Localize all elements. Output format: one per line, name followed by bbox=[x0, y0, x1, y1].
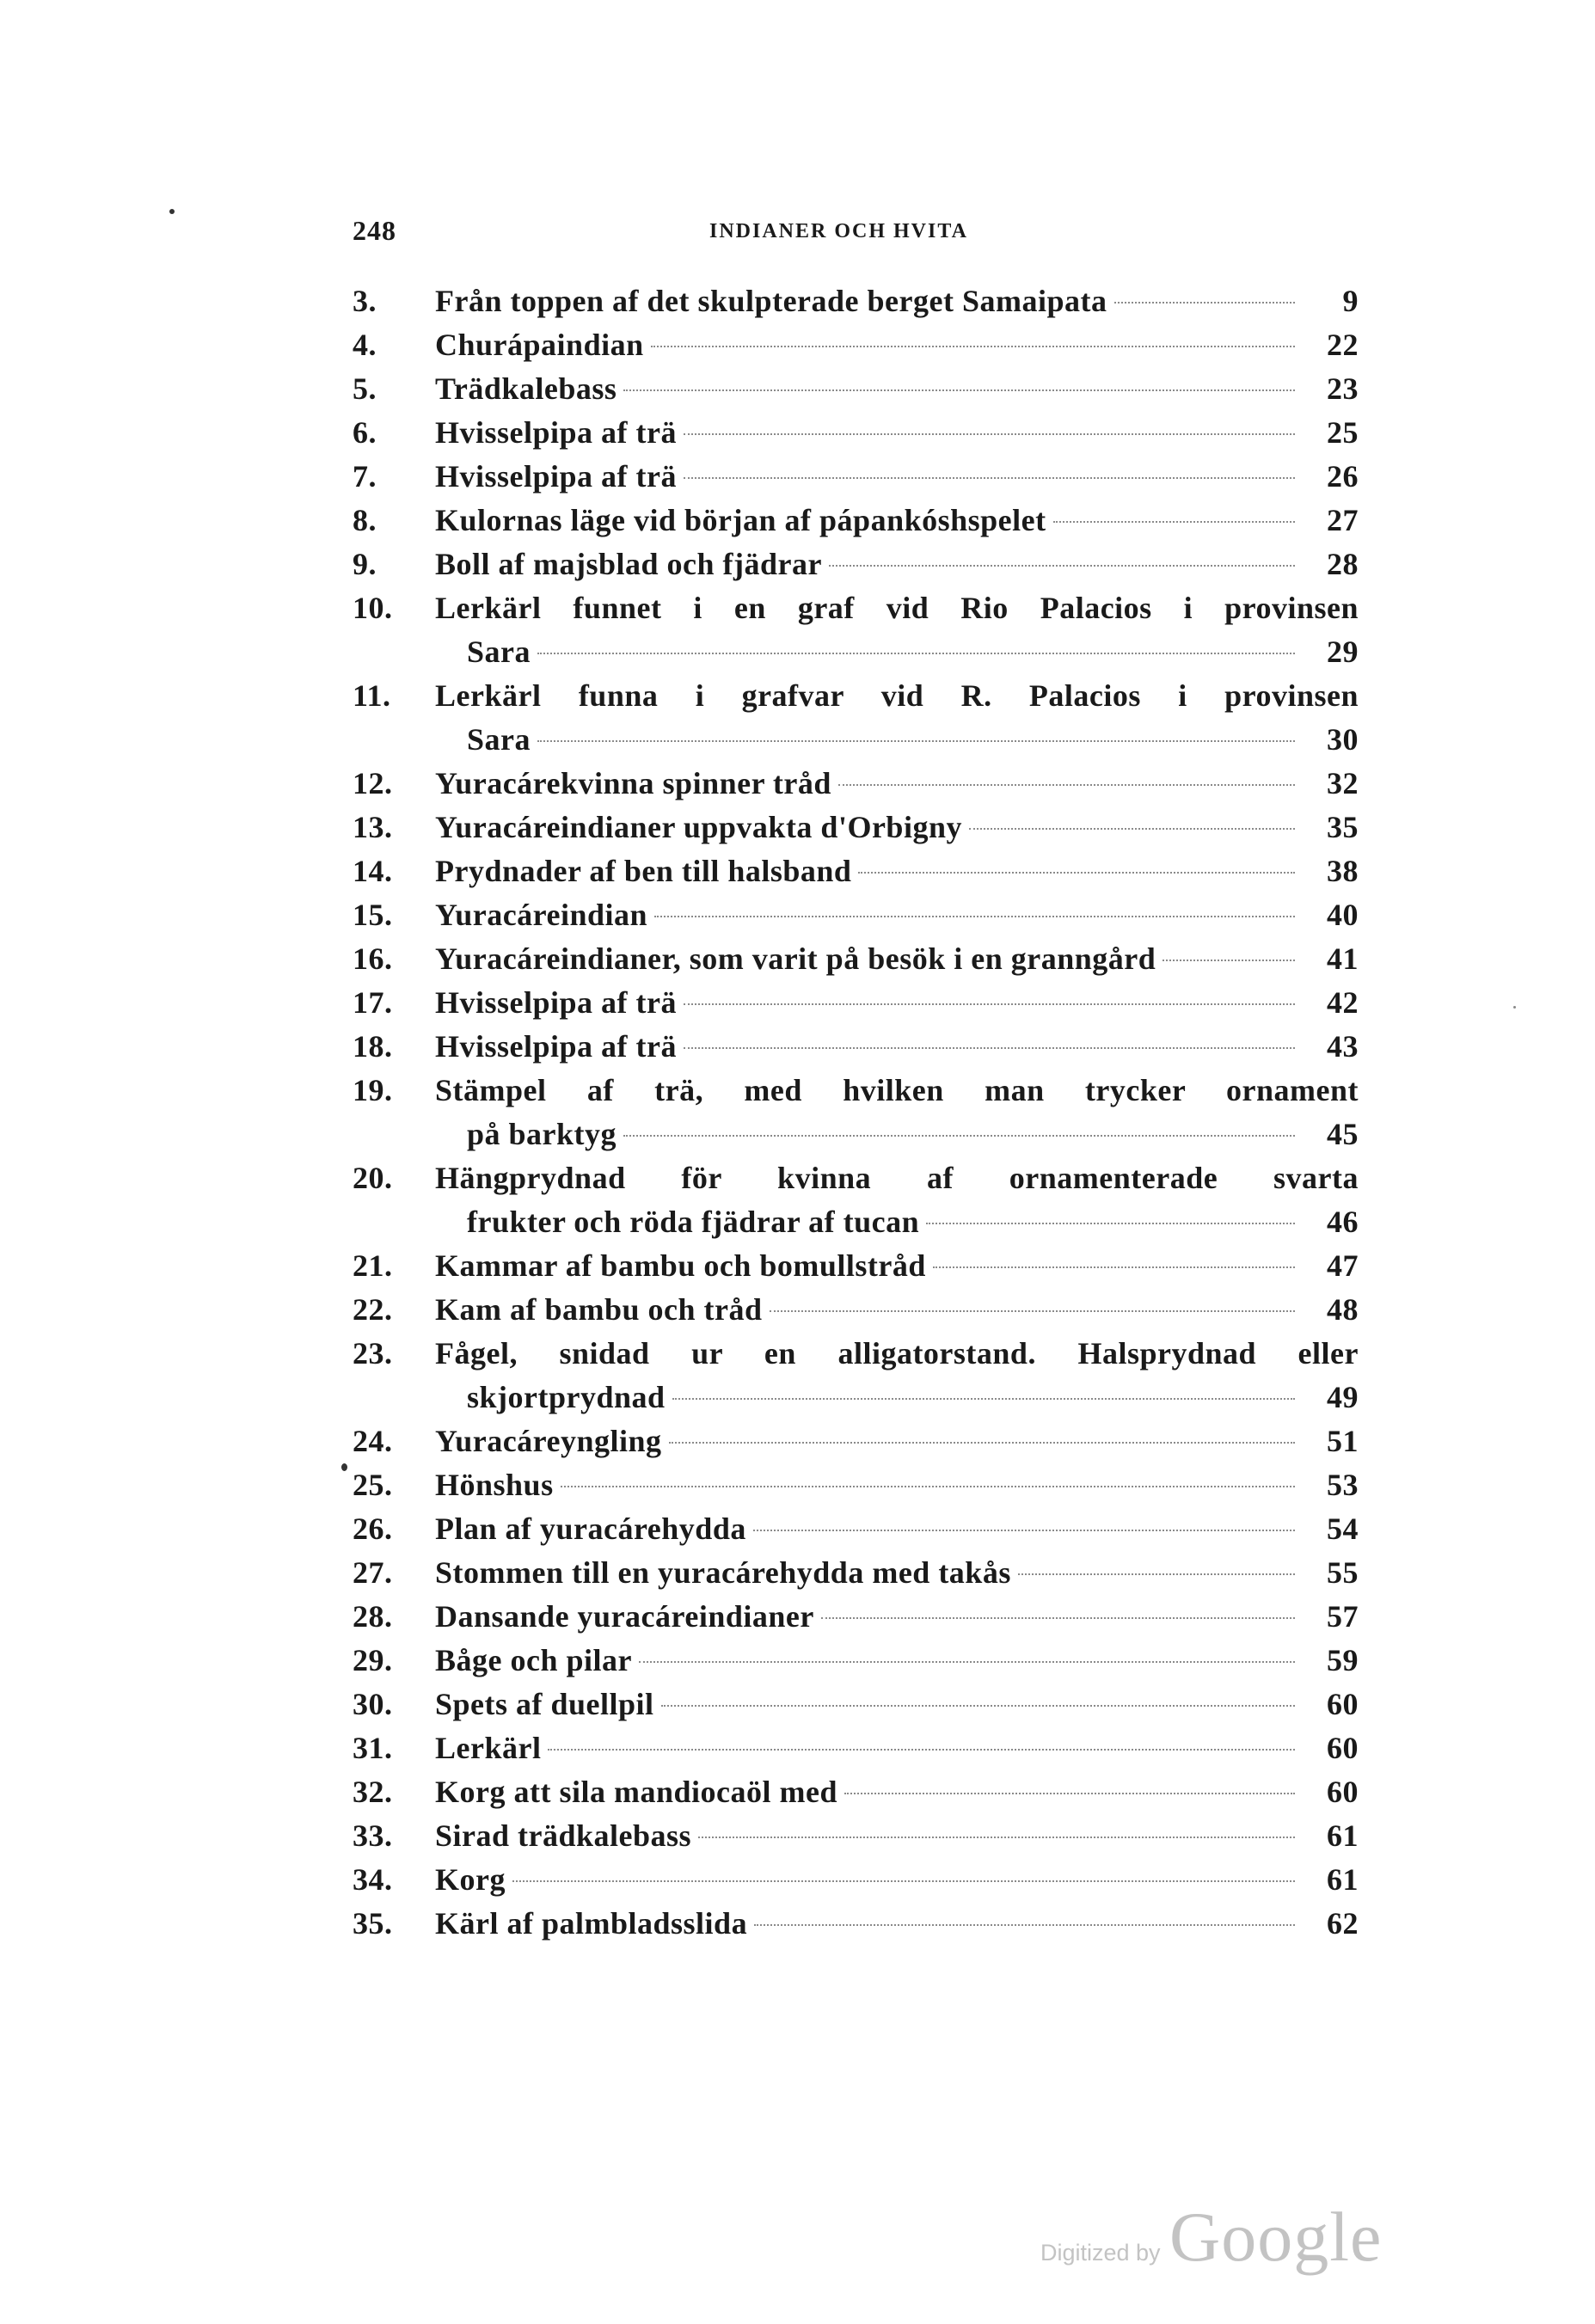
ink-speck bbox=[1513, 1006, 1516, 1009]
dot-leader bbox=[661, 1705, 1295, 1707]
dot-leader bbox=[933, 1266, 1295, 1268]
entry-page-number: 42 bbox=[1327, 985, 1359, 1020]
list-entry bbox=[353, 499, 1359, 543]
entry-title: Hvisselpipa af trä bbox=[435, 1029, 678, 1064]
entry-number: 18. bbox=[353, 1029, 393, 1064]
dot-leader bbox=[753, 1530, 1295, 1531]
list-entry bbox=[353, 1244, 1359, 1288]
list-entry bbox=[353, 1332, 1359, 1420]
ink-speck bbox=[341, 1463, 347, 1471]
entry-page-number: 43 bbox=[1327, 1029, 1359, 1064]
list-entry bbox=[353, 1726, 1359, 1770]
running-title: INDIANER OCH HVITA bbox=[709, 220, 968, 242]
entry-title: Boll af majsblad och fjädrar bbox=[435, 547, 822, 581]
entry-title: Hönshus bbox=[435, 1468, 554, 1502]
entry-title: Kärl af palmbladsslida bbox=[435, 1906, 748, 1941]
dot-leader bbox=[669, 1442, 1295, 1444]
entry-number: 26. bbox=[353, 1512, 393, 1546]
entry-continuation-line bbox=[353, 1113, 1359, 1156]
dot-leader bbox=[654, 916, 1295, 917]
entry-title: skjortprydnad bbox=[467, 1380, 666, 1414]
list-entry bbox=[353, 806, 1359, 849]
entry-page-number: 29 bbox=[1327, 635, 1359, 669]
digitized-watermark bbox=[1040, 2197, 1382, 2278]
entry-line bbox=[353, 1025, 1359, 1069]
list-entry bbox=[353, 367, 1359, 411]
entry-line bbox=[353, 1156, 1359, 1200]
list-entry bbox=[353, 849, 1359, 893]
entry-line bbox=[353, 806, 1359, 849]
entry-title: Hängprydnad för kvinna af ornamenterade svarta bbox=[435, 1161, 1359, 1195]
entry-continuation-line bbox=[353, 1200, 1359, 1244]
entry-number: 27. bbox=[353, 1555, 393, 1590]
dot-leader bbox=[1053, 521, 1295, 523]
entry-title: Stämpel af trä, med hvilken man trycker ornament bbox=[435, 1073, 1359, 1107]
list-entry bbox=[353, 893, 1359, 937]
list-entry bbox=[353, 1770, 1359, 1814]
dot-leader bbox=[512, 1880, 1295, 1882]
list-entry bbox=[353, 1639, 1359, 1683]
ink-speck bbox=[169, 209, 175, 214]
entry-continuation-line bbox=[353, 630, 1359, 674]
list-entry bbox=[353, 1595, 1359, 1639]
entry-title: Kam af bambu och tråd bbox=[435, 1292, 763, 1327]
entry-page-number: 48 bbox=[1327, 1292, 1359, 1327]
entry-page-number: 60 bbox=[1327, 1775, 1359, 1809]
list-entry bbox=[353, 1902, 1359, 1946]
entry-page-number: 60 bbox=[1327, 1687, 1359, 1721]
dot-leader bbox=[829, 565, 1295, 567]
entry-page-number: 35 bbox=[1327, 810, 1359, 844]
entry-line bbox=[353, 499, 1359, 543]
entry-page-number: 47 bbox=[1327, 1248, 1359, 1283]
entry-number: 34. bbox=[353, 1862, 393, 1897]
entry-page-number: 32 bbox=[1327, 766, 1359, 800]
entry-line bbox=[353, 1551, 1359, 1595]
entry-page-number: 38 bbox=[1327, 854, 1359, 888]
entry-page-number: 51 bbox=[1327, 1424, 1359, 1458]
dot-leader bbox=[1163, 960, 1295, 961]
entry-title: Spets af duellpil bbox=[435, 1687, 654, 1721]
list-entry bbox=[353, 674, 1359, 762]
entry-number: 13. bbox=[353, 810, 393, 844]
dot-leader bbox=[770, 1310, 1295, 1312]
entry-title: Sara bbox=[467, 722, 531, 757]
entry-line bbox=[353, 1069, 1359, 1113]
entry-number: 15. bbox=[353, 898, 393, 932]
dot-leader bbox=[623, 1135, 1295, 1137]
entry-page-number: 45 bbox=[1327, 1117, 1359, 1151]
entry-line bbox=[353, 1288, 1359, 1332]
entry-number: 19. bbox=[353, 1073, 393, 1107]
entry-title: Yuracárekvinna spinner tråd bbox=[435, 766, 831, 800]
list-entry bbox=[353, 411, 1359, 455]
entry-line bbox=[353, 674, 1359, 718]
entry-line bbox=[353, 981, 1359, 1025]
entry-number: 30. bbox=[353, 1687, 393, 1721]
list-entry bbox=[353, 543, 1359, 586]
dot-leader bbox=[548, 1749, 1295, 1751]
entry-continuation-line bbox=[353, 1376, 1359, 1420]
entry-title: Hvisselpipa af trä bbox=[435, 985, 678, 1020]
dot-leader bbox=[684, 1003, 1295, 1005]
list-entry bbox=[353, 762, 1359, 806]
dot-leader bbox=[561, 1486, 1295, 1487]
entry-title: Korg bbox=[435, 1862, 506, 1897]
entry-page-number: 54 bbox=[1327, 1512, 1359, 1546]
list-entry bbox=[353, 586, 1359, 674]
entry-page-number: 30 bbox=[1327, 722, 1359, 757]
list-entry bbox=[353, 323, 1359, 367]
entry-page-number: 55 bbox=[1327, 1555, 1359, 1590]
list-entry bbox=[353, 1156, 1359, 1244]
watermark-prefix: Digitized by bbox=[1040, 2240, 1161, 2266]
entry-number: 31. bbox=[353, 1731, 393, 1765]
dot-leader bbox=[1018, 1573, 1295, 1575]
entry-page-number: 61 bbox=[1327, 1862, 1359, 1897]
list-entry bbox=[353, 1814, 1359, 1858]
dot-leader bbox=[623, 389, 1295, 391]
list-entry bbox=[353, 937, 1359, 981]
entry-number: 16. bbox=[353, 941, 393, 976]
list-entry bbox=[353, 1463, 1359, 1507]
entry-page-number: 62 bbox=[1327, 1906, 1359, 1941]
entry-page-number: 61 bbox=[1327, 1818, 1359, 1853]
entry-page-number: 25 bbox=[1327, 415, 1359, 450]
entry-title: Lerkärl bbox=[435, 1731, 542, 1765]
entry-line bbox=[353, 937, 1359, 981]
entry-line bbox=[353, 1463, 1359, 1507]
list-entry bbox=[353, 455, 1359, 499]
dot-leader bbox=[821, 1617, 1295, 1619]
list-entry bbox=[353, 1507, 1359, 1551]
entry-line bbox=[353, 1770, 1359, 1814]
entry-title: Plan af yuracárehydda bbox=[435, 1512, 746, 1546]
entry-number: 4. bbox=[353, 328, 377, 362]
entry-title: Yuracáreindian bbox=[435, 898, 648, 932]
entry-page-number: 60 bbox=[1327, 1731, 1359, 1765]
list-entry bbox=[353, 279, 1359, 323]
entry-number: 33. bbox=[353, 1818, 393, 1853]
entry-number: 23. bbox=[353, 1336, 393, 1370]
entry-line bbox=[353, 455, 1359, 499]
entry-line bbox=[353, 1595, 1359, 1639]
entry-title: Kammar af bambu och bomullstråd bbox=[435, 1248, 926, 1283]
entry-line bbox=[353, 411, 1359, 455]
entry-page-number: 26 bbox=[1327, 459, 1359, 494]
entry-number: 5. bbox=[353, 371, 377, 406]
dot-leader bbox=[537, 653, 1295, 654]
entry-number: 7. bbox=[353, 459, 377, 494]
entry-number: 29. bbox=[353, 1643, 393, 1677]
list-entry bbox=[353, 1025, 1359, 1069]
list-entry bbox=[353, 1683, 1359, 1726]
entry-number: 14. bbox=[353, 854, 393, 888]
dot-leader bbox=[684, 1047, 1295, 1049]
entry-number: 32. bbox=[353, 1775, 393, 1809]
illustration-list bbox=[353, 279, 1359, 1946]
dot-leader bbox=[639, 1661, 1295, 1663]
dot-leader bbox=[838, 784, 1295, 786]
entry-page-number: 59 bbox=[1327, 1643, 1359, 1677]
entry-page-number: 9 bbox=[1342, 284, 1359, 318]
list-entry bbox=[353, 1288, 1359, 1332]
entry-line bbox=[353, 1332, 1359, 1376]
entry-page-number: 27 bbox=[1327, 503, 1359, 537]
entry-line bbox=[353, 1858, 1359, 1902]
entry-number: 9. bbox=[353, 547, 377, 581]
entry-title: Yuracáreindianer, som varit på besök i en granngård bbox=[435, 941, 1156, 976]
dot-leader bbox=[684, 477, 1295, 479]
dot-leader bbox=[844, 1793, 1295, 1794]
entry-number: 25. bbox=[353, 1468, 393, 1502]
entry-number: 8. bbox=[353, 503, 377, 537]
entry-line bbox=[353, 1639, 1359, 1683]
list-entry bbox=[353, 981, 1359, 1025]
entry-line bbox=[353, 323, 1359, 367]
entry-title: Sara bbox=[467, 635, 531, 669]
entry-number: 21. bbox=[353, 1248, 393, 1283]
entry-title: Lerkärl funnet i en graf vid Rio Palacios i provinsen bbox=[435, 591, 1359, 625]
entry-title: Dansande yuracáreindianer bbox=[435, 1599, 814, 1634]
entry-number: 10. bbox=[353, 591, 393, 625]
dot-leader bbox=[698, 1837, 1295, 1838]
entry-line bbox=[353, 1814, 1359, 1858]
dot-leader bbox=[672, 1398, 1295, 1400]
entry-line bbox=[353, 543, 1359, 586]
dot-leader bbox=[684, 433, 1295, 435]
entry-title: Lerkärl funna i grafvar vid R. Palacios i provinsen bbox=[435, 678, 1359, 713]
entry-title: Kulornas läge vid början af pápankóshspelet bbox=[435, 503, 1046, 537]
entry-title: Churápaindian bbox=[435, 328, 644, 362]
entry-title: Yuracáreindianer uppvakta d'Orbigny bbox=[435, 810, 962, 844]
entry-title: Trädkalebass bbox=[435, 371, 617, 406]
dot-leader bbox=[537, 740, 1295, 742]
entry-number: 28. bbox=[353, 1599, 393, 1634]
google-logo: Google bbox=[1169, 2198, 1383, 2276]
entry-continuation-line bbox=[353, 718, 1359, 762]
page-header bbox=[353, 215, 1359, 249]
entry-line bbox=[353, 586, 1359, 630]
entry-line bbox=[353, 367, 1359, 411]
entry-line bbox=[353, 1420, 1359, 1463]
entry-line bbox=[353, 1507, 1359, 1551]
list-entry bbox=[353, 1551, 1359, 1595]
entry-title: Stommen till en yuracárehydda med takås bbox=[435, 1555, 1011, 1590]
entry-line bbox=[353, 849, 1359, 893]
dot-leader bbox=[926, 1223, 1295, 1224]
entry-number: 12. bbox=[353, 766, 393, 800]
entry-title: frukter och röda fjädrar af tucan bbox=[467, 1205, 920, 1239]
entry-line bbox=[353, 1244, 1359, 1288]
entry-number: 22. bbox=[353, 1292, 393, 1327]
entry-title: Prydnader af ben till halsband bbox=[435, 854, 852, 888]
entry-line bbox=[353, 762, 1359, 806]
dot-leader bbox=[754, 1924, 1295, 1926]
entry-page-number: 57 bbox=[1327, 1599, 1359, 1634]
entry-number: 6. bbox=[353, 415, 377, 450]
entry-page-number: 40 bbox=[1327, 898, 1359, 932]
entry-title: Båge och pilar bbox=[435, 1643, 632, 1677]
entry-line bbox=[353, 893, 1359, 937]
entry-line bbox=[353, 1683, 1359, 1726]
entry-title: Hvisselpipa af trä bbox=[435, 415, 678, 450]
dot-leader bbox=[651, 346, 1295, 347]
entry-page-number: 46 bbox=[1327, 1205, 1359, 1239]
entry-page-number: 23 bbox=[1327, 371, 1359, 406]
entry-number: 3. bbox=[353, 284, 377, 318]
entry-number: 17. bbox=[353, 985, 393, 1020]
entry-page-number: 49 bbox=[1327, 1380, 1359, 1414]
entry-title: Yuracáreyngling bbox=[435, 1424, 662, 1458]
entry-line bbox=[353, 1726, 1359, 1770]
entry-title: Hvisselpipa af trä bbox=[435, 459, 678, 494]
entry-title: Korg att sila mandiocaöl med bbox=[435, 1775, 837, 1809]
entry-number: 35. bbox=[353, 1906, 393, 1941]
entry-number: 20. bbox=[353, 1161, 393, 1195]
entry-line bbox=[353, 1902, 1359, 1946]
entry-title: på barktyg bbox=[467, 1117, 617, 1151]
entry-title: Sirad trädkalebass bbox=[435, 1818, 692, 1853]
entry-page-number: 28 bbox=[1327, 547, 1359, 581]
page-number: 248 bbox=[353, 215, 396, 246]
entry-page-number: 22 bbox=[1327, 328, 1359, 362]
list-entry bbox=[353, 1069, 1359, 1156]
dot-leader bbox=[1114, 302, 1296, 304]
dot-leader bbox=[858, 872, 1295, 874]
entry-title: Fågel, snidad ur en alligatorstand. Halsprydnad eller bbox=[435, 1336, 1359, 1370]
entry-number: 11. bbox=[353, 678, 391, 713]
entry-number: 24. bbox=[353, 1424, 393, 1458]
entry-line bbox=[353, 279, 1359, 323]
dot-leader bbox=[969, 828, 1295, 830]
entry-page-number: 53 bbox=[1327, 1468, 1359, 1502]
entry-page-number: 41 bbox=[1327, 941, 1359, 976]
list-entry bbox=[353, 1858, 1359, 1902]
entry-title: Från toppen af det skulpterade berget Samaipata bbox=[435, 284, 1107, 318]
list-entry bbox=[353, 1420, 1359, 1463]
